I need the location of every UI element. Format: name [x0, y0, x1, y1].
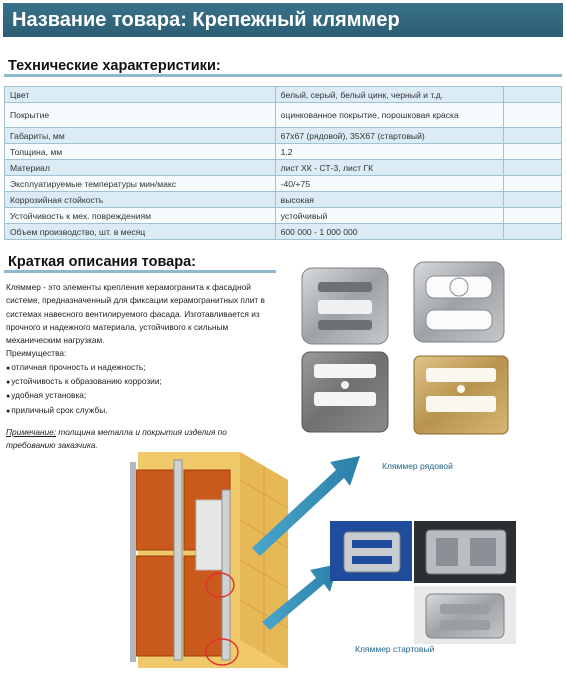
spec-value: лист ХК - СТ-3, лист ГК: [275, 160, 503, 176]
page-title: Название товара: Крепежный кляммер: [12, 9, 400, 31]
description-paragraph: Кляммер - это элементы крепления керамогранита к фасадной системе, предназначенный для фиксации керамогранитных плит в системах навесного вентилируемого фасада. Изготавливается из прочного и надежного материала, устойчивого к сильным механическим нагрузкам.: [6, 282, 265, 346]
caption-row-clip: Кляммер рядовой: [382, 461, 453, 471]
row-clip-photo-blue: [330, 521, 412, 581]
spec-label: Устойчивость к мех. повреждениям: [5, 208, 276, 224]
spec-label: Покрытие: [5, 103, 276, 128]
start-clip-photo: [414, 586, 516, 644]
advantage-item: ● удобная установка;: [6, 389, 278, 403]
spec-value: оцинкованное покрытие, порошковая краска: [275, 103, 503, 128]
advantage-item: ● отличная прочность и надежность;: [6, 361, 278, 375]
advantage-item: ● устойчивость к образованию коррозии;: [6, 375, 278, 389]
spec-label: Габариты, мм: [5, 128, 276, 144]
spec-value: 1.2: [275, 144, 503, 160]
note-text: толщина металла и покрытия изделия по требованию заказчика.: [6, 427, 227, 451]
spec-label: Материал: [5, 160, 276, 176]
spec-value: высокая: [275, 192, 503, 208]
spec-label: Объем производство, шт. в месяц: [5, 224, 276, 240]
spec-value: 600 000 - 1 000 000: [275, 224, 503, 240]
facade-illustration: [130, 452, 288, 668]
spec-value: 67x67 (рядовой), 35Х67 (стартовый): [275, 128, 503, 144]
spec-label: Цвет: [5, 87, 276, 103]
clip-photo-1: [302, 268, 388, 344]
note-label: Примечание:: [6, 427, 57, 437]
spec-value: белый, серый, белый цинк, черный и т.д.: [275, 87, 503, 103]
row-clip-photo-dark: [414, 521, 516, 583]
spec-label: Коррозийная стойкость: [5, 192, 276, 208]
description-heading: Краткая описания товара:: [8, 254, 196, 270]
caption-start-clip: Кляммер стартовый: [355, 644, 435, 654]
clip-photo-4: [414, 356, 508, 434]
advantages-title: Преимущества:: [6, 348, 67, 359]
spec-label: Эксплуатируемые температуры мин/макс: [5, 176, 276, 192]
clip-photo-3: [302, 352, 388, 432]
advantage-item: ● приличный срок службы.: [6, 404, 278, 418]
spec-value: -40/+75: [275, 176, 503, 192]
spec-value: устойчивый: [275, 208, 503, 224]
spec-label: Толщина, мм: [5, 144, 276, 160]
specs-heading: Технические характеристики:: [8, 58, 221, 74]
clip-photo-2: [414, 262, 504, 342]
